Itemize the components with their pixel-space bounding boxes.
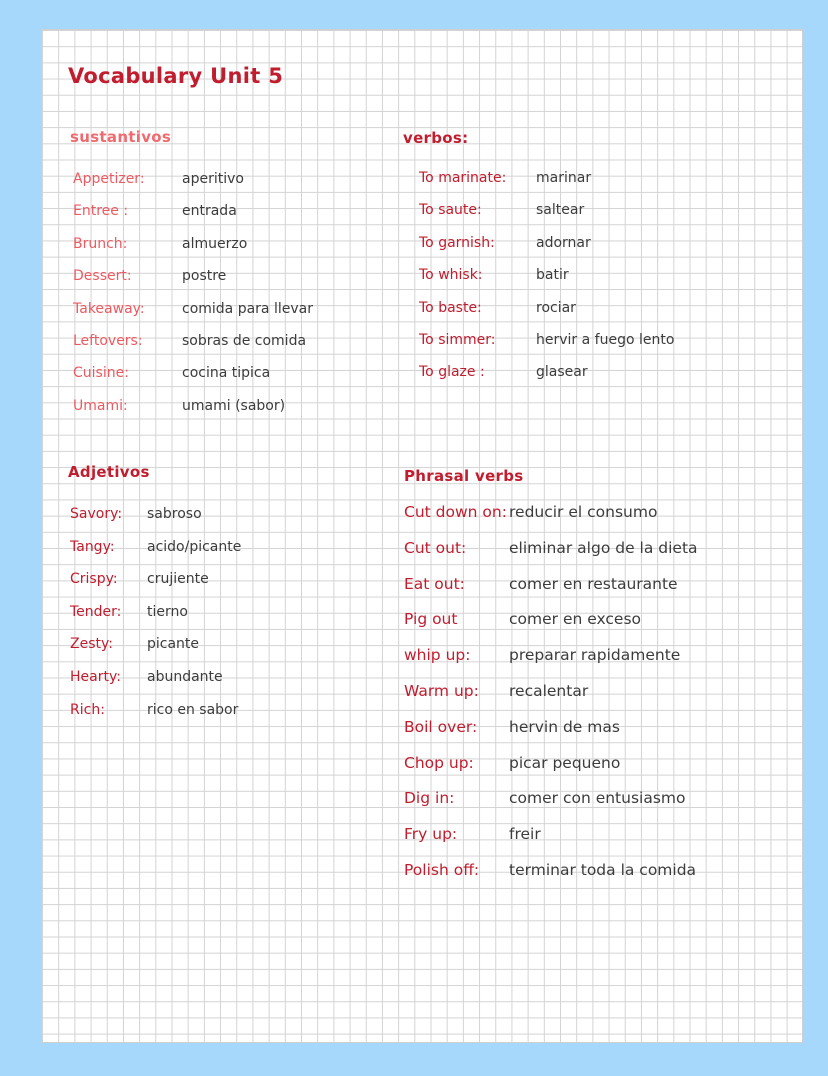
vocab-term: To whisk: <box>419 267 483 284</box>
vocab-meaning: comer en exceso <box>509 610 642 629</box>
heading-verbos: verbos: <box>403 129 469 147</box>
vocab-meaning: recalentar <box>509 681 589 700</box>
vocab-meaning: adornar <box>536 234 591 251</box>
vocab-term: To garnish: <box>419 234 495 251</box>
vocab-meaning: comida para llevar <box>182 300 313 317</box>
vocab-term: To baste: <box>419 299 482 316</box>
vocab-term: Leftovers: <box>73 332 143 349</box>
vocab-meaning: marinar <box>536 170 592 186</box>
vocab-meaning: comer en restaurante <box>509 574 678 593</box>
vocab-term: whip up: <box>404 646 471 665</box>
vocab-term: Warm up: <box>404 681 479 700</box>
vocab-term: Umami: <box>73 397 128 414</box>
vocab-term: Entree : <box>73 203 129 220</box>
vocab-term: To simmer: <box>419 331 496 348</box>
vocab-term: Fry up: <box>404 825 458 844</box>
vocab-meaning: hervin de mas <box>509 717 620 736</box>
vocab-term: Tangy: <box>70 538 115 555</box>
vocab-meaning: saltear <box>536 202 585 219</box>
vocab-term: Takeaway: <box>73 300 145 317</box>
vocab-term: Dig in: <box>404 789 455 808</box>
vocab-meaning: reducir el consumo <box>509 503 658 521</box>
vocab-meaning: cocina tipica <box>182 365 271 382</box>
vocab-term: Pig out <box>404 610 458 629</box>
vocab-term: Cut out: <box>404 538 467 557</box>
vocab-term: Rich: <box>70 701 105 718</box>
vocab-meaning: hervir a fuego lento <box>536 331 675 348</box>
vocab-meaning: tierno <box>147 603 188 620</box>
vocab-meaning: glasear <box>536 364 588 381</box>
vocab-term: Cut down on: <box>404 503 507 521</box>
vocab-term: Polish off: <box>404 860 480 879</box>
vocab-term: Boil over: <box>404 717 478 736</box>
vocab-term: Appetizer: <box>73 171 145 187</box>
vocab-term: Hearty: <box>70 668 121 685</box>
page-title: Vocabulary Unit 5 <box>68 64 284 88</box>
vocab-meaning: freir <box>509 825 541 844</box>
vocab-term: Chop up: <box>404 753 474 772</box>
vocab-meaning: entrada <box>182 203 237 220</box>
vocab-meaning: preparar rapidamente <box>509 646 681 665</box>
vocab-meaning: rico en sabor <box>147 701 239 718</box>
vocab-term: Dessert: <box>73 268 132 285</box>
vocab-term: Tender: <box>70 603 122 620</box>
vocab-meaning: abundante <box>147 668 223 685</box>
vocab-term: Cuisine: <box>73 365 129 382</box>
vocab-meaning: almuerzo <box>182 235 248 252</box>
vocab-meaning: rociar <box>536 299 576 316</box>
vocab-meaning: batir <box>536 267 569 284</box>
heading-sustantivos: sustantivos <box>70 128 172 146</box>
vocab-meaning: acido/picante <box>147 538 242 555</box>
vocab-meaning: sabroso <box>147 506 202 522</box>
vocab-meaning: comer con entusiasmo <box>509 789 686 808</box>
heading-phrasal-verbs: Phrasal verbs <box>404 467 524 485</box>
vocab-term: Zesty: <box>70 636 113 653</box>
vocab-meaning: eliminar algo de la dieta <box>509 538 698 557</box>
vocab-meaning: picante <box>147 636 200 653</box>
vocab-meaning: crujiente <box>147 571 209 588</box>
vocab-meaning: aperitivo <box>182 171 244 187</box>
vocab-term: To glaze : <box>419 364 485 381</box>
vocab-meaning: umami (sabor) <box>182 397 286 414</box>
vocab-meaning: picar pequeno <box>509 753 621 772</box>
heading-adjetivos: Adjetivos <box>68 463 150 481</box>
vocab-term: Eat out: <box>404 574 465 593</box>
vocab-meaning: terminar toda la comida <box>509 860 697 879</box>
vocab-term: Brunch: <box>73 235 128 252</box>
vocab-term: To saute: <box>419 202 482 219</box>
vocab-meaning: sobras de comida <box>182 332 307 349</box>
vocab-term: Crispy: <box>70 571 118 588</box>
vocab-term: To marinate: <box>419 170 507 186</box>
vocab-meaning: postre <box>182 268 227 285</box>
vocab-term: Savory: <box>70 506 123 522</box>
